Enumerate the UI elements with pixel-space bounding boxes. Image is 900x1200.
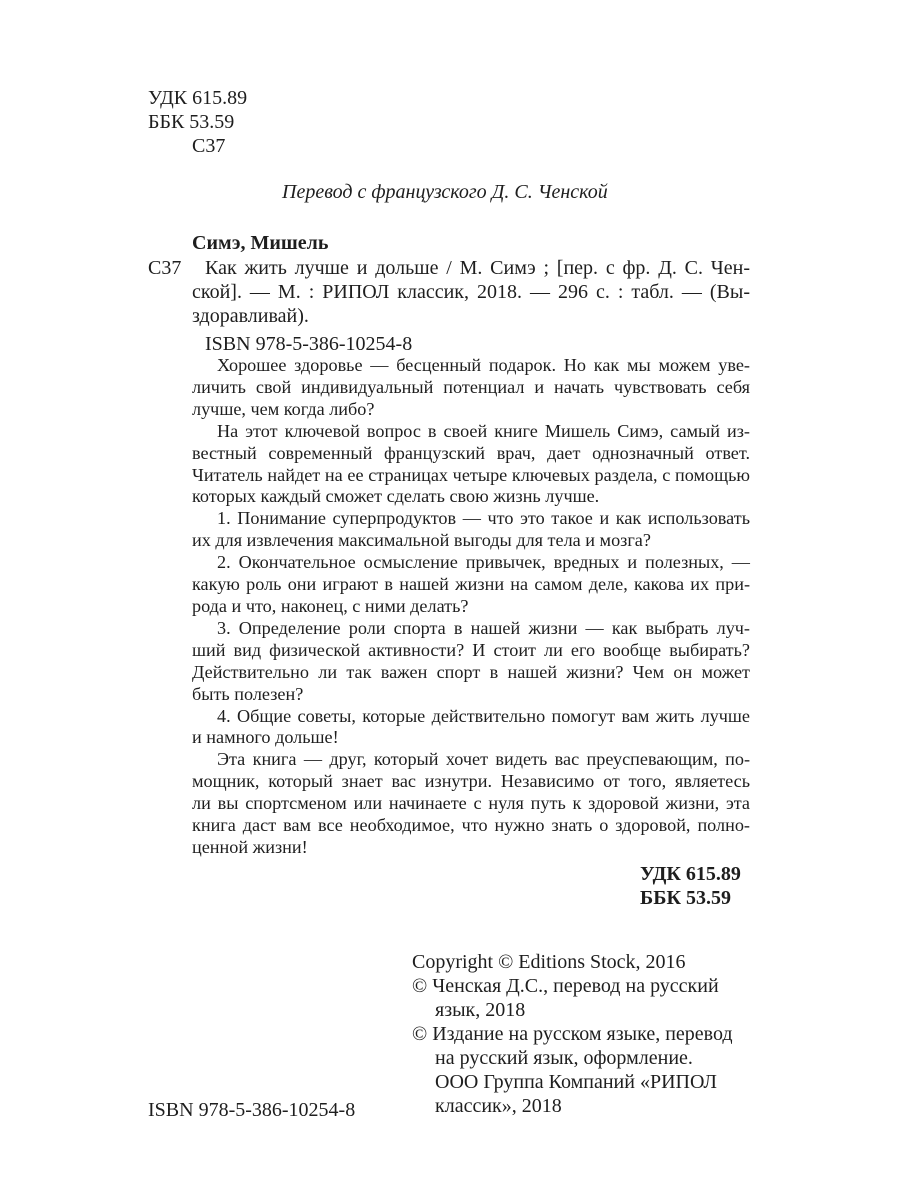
annotation-line: книга даст вам все необходимое, что нужно знать о здоровой, полно-: [192, 815, 750, 836]
bbk-code: ББК 53.59: [148, 111, 235, 133]
copyright-line: классик», 2018: [435, 1095, 562, 1117]
annotation-line: какую роль они играют в нашей жизни на самом деле, какова их при-: [192, 574, 750, 595]
annotation: [192, 355, 750, 859]
annotation-line: вестный современный французский врач, дает однозначный ответ.: [192, 442, 750, 463]
annotation-line: их для извлечения максимальной выгоды для тела и мозга?: [192, 530, 651, 551]
bib-line: здоравливай).: [192, 305, 309, 327]
annotation-line: личить свой индивидуальный потенциал и начать чувствовать себя: [192, 376, 750, 397]
bibliographic-record-cont: [192, 280, 750, 328]
bibliographic-record: [205, 256, 750, 280]
annotation-line: Хорошее здоровье — бесценный подарок. Но как мы можем уве-: [217, 355, 750, 375]
udk-code: УДК 615.89: [148, 87, 248, 109]
udk-code-bold: УДК 615.89: [640, 863, 741, 885]
copyright-line: ООО Группа Компаний «РИПОЛ: [435, 1071, 717, 1093]
annotation-line: 3. Определение роли спорта в нашей жизни — как выбрать луч-: [217, 617, 750, 638]
annotation-line: Эта книга — друг, который хочет видеть вас преуспевающим, по-: [217, 749, 750, 770]
author-heading: Симэ, Мишель: [192, 232, 329, 254]
catalog-author-mark: С37: [148, 257, 182, 279]
copyright-line: на русский язык, оформление.: [435, 1047, 693, 1069]
bib-line: ской]. — М. : РИПОЛ классик, 2018. — 296 с. : табл. — (Вы-: [192, 281, 750, 303]
annotation-line: Читатель найдет на ее страницах четыре ключевых раздела, с помощью: [192, 464, 750, 485]
annotation-line: ший вид физической активности? И стоит ли его вообще выбирать?: [192, 639, 750, 660]
footer-isbn: ISBN 978-5-386-10254-8: [148, 1099, 356, 1121]
copyright-block: [412, 950, 762, 1118]
translation-note: Перевод с французского Д. С. Ченской: [282, 181, 608, 203]
bib-line: Как жить лучше и дольше / М. Симэ ; [пер. с фр. Д. С. Чен-: [205, 257, 750, 279]
annotation-line: мощник, который знает вас изнутри. Независимо от того, являетесь: [192, 771, 750, 792]
annotation-line: ценной жизни!: [192, 836, 308, 857]
catalog-isbn: ISBN 978-5-386-10254-8: [205, 333, 413, 355]
annotation-line: быть полезен?: [192, 683, 304, 704]
annotation-line: которых каждый сможет сделать свою жизнь лучше.: [192, 486, 600, 507]
copyright-line: язык, 2018: [435, 999, 526, 1021]
copyright-line: © Ченская Д.С., перевод на русский: [412, 975, 719, 997]
annotation-line: 1. Понимание суперпродуктов — что это такое и как использовать: [217, 508, 750, 529]
copyright-line: Copyright © Editions Stock, 2016: [412, 951, 686, 973]
annotation-line: лучше, чем когда либо?: [192, 398, 375, 419]
annotation-line: ли вы спортсменом или начинаете с нуля путь к здоровой жизни, эта: [192, 793, 750, 814]
annotation-line: 2. Окончательное осмысление привычек, вредных и полезных, —: [217, 552, 750, 573]
author-mark: С37: [192, 135, 226, 157]
annotation-line: Действительно ли так важен спорт в нашей жизни? Чем он может: [192, 661, 750, 682]
annotation-line: На этот ключевой вопрос в своей книге Мишель Симэ, самый из-: [217, 420, 750, 441]
bbk-code-bold: ББК 53.59: [640, 887, 731, 909]
copyright-line: © Издание на русском языке, перевод: [412, 1023, 733, 1045]
annotation-line: и намного дольше!: [192, 727, 339, 748]
annotation-line: рода и что, наконец, с ними делать?: [192, 595, 469, 616]
annotation-line: 4. Общие советы, которые действительно помогут вам жить лучше: [217, 705, 750, 726]
